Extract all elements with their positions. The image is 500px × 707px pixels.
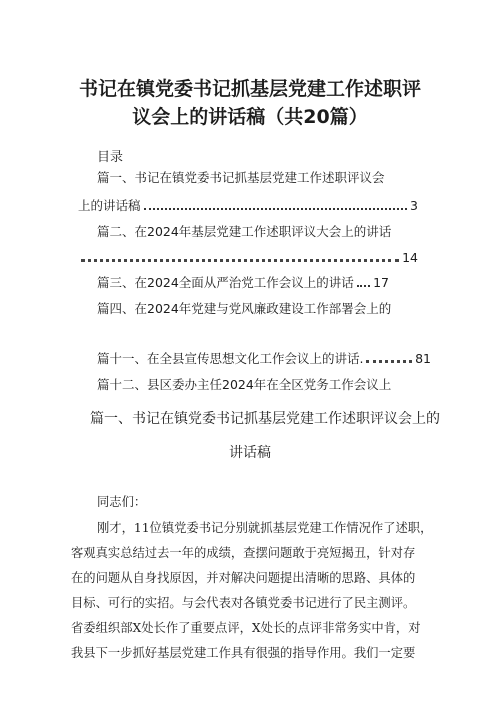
toc-leader-dots <box>366 360 412 363</box>
toc-entry-11-page: 81 <box>415 351 431 366</box>
body-line: 省委组织部X处长作了重要点评，X处长的点评非常务实中肯，对 <box>71 621 421 635</box>
toc-leader-dots <box>144 208 408 210</box>
section-title-line1: 篇一、书记在镇党委书记抓基层党建工作述职评议会上的 <box>90 411 440 427</box>
toc-entry-3-text: 篇三、在2024全面从严治党工作会议上的讲话 <box>97 275 354 290</box>
toc-entry-2-line1[interactable]: 篇二、在2024年基层党建工作述职评议大会上的讲话 <box>97 224 392 239</box>
body-line: 我县下一步抓好基层党建工作具有很强的指导作用。我们一定要 <box>71 646 416 660</box>
body-line: 客观真实总结过去一年的成绩，查摆问题敢于亮短揭丑，针对存 <box>71 546 416 560</box>
toc-leader-dots <box>81 259 399 262</box>
document-title-line2: 议会上的讲话稿（共20篇） <box>132 106 368 128</box>
toc-entry-4[interactable]: 篇四、在2024年党建与党风廉政建设工作部署会上的 <box>97 301 392 316</box>
toc-entry-3[interactable] <box>97 275 389 291</box>
section-title-line2: 讲话稿 <box>229 445 271 461</box>
toc-entry-11[interactable] <box>97 351 431 367</box>
toc-entry-1-line1[interactable]: 篇一、书记在镇党委书记抓基层党建工作述职评议会 <box>97 170 385 185</box>
toc-entry-3-page: 17 <box>373 275 389 290</box>
toc-leader-dots <box>357 285 370 287</box>
toc-entry-1-page: 3 <box>410 198 418 213</box>
toc-entry-2-page: 14 <box>402 250 418 265</box>
toc-entry-2-line2[interactable] <box>78 250 418 266</box>
toc-entry-1-text: 上的讲话稿 <box>78 198 141 213</box>
toc-entry-12[interactable]: 篇十二、县区委办主任2024年在全区党务工作会议上 <box>97 377 392 392</box>
toc-heading: 目录 <box>97 150 124 165</box>
toc-entry-1-line2[interactable] <box>78 198 418 214</box>
toc-entry-11-text: 篇十一、在全县宣传思想文化工作会议上的讲话. <box>97 351 364 366</box>
document-title-line1: 书记在镇党委书记抓基层党建工作述职评 <box>78 78 421 100</box>
body-line: 目标、可行的实招。与会代表对各镇党委书记进行了民主测评。 <box>71 596 416 610</box>
body-line: 在的问题从自身找原因，并对解决问题提出清晰的思路、具体的 <box>71 571 416 585</box>
body-line: 刚才，11位镇党委书记分别就抓基层党建工作情况作了述职， <box>97 521 433 535</box>
salutation: 同志们： <box>97 495 147 509</box>
